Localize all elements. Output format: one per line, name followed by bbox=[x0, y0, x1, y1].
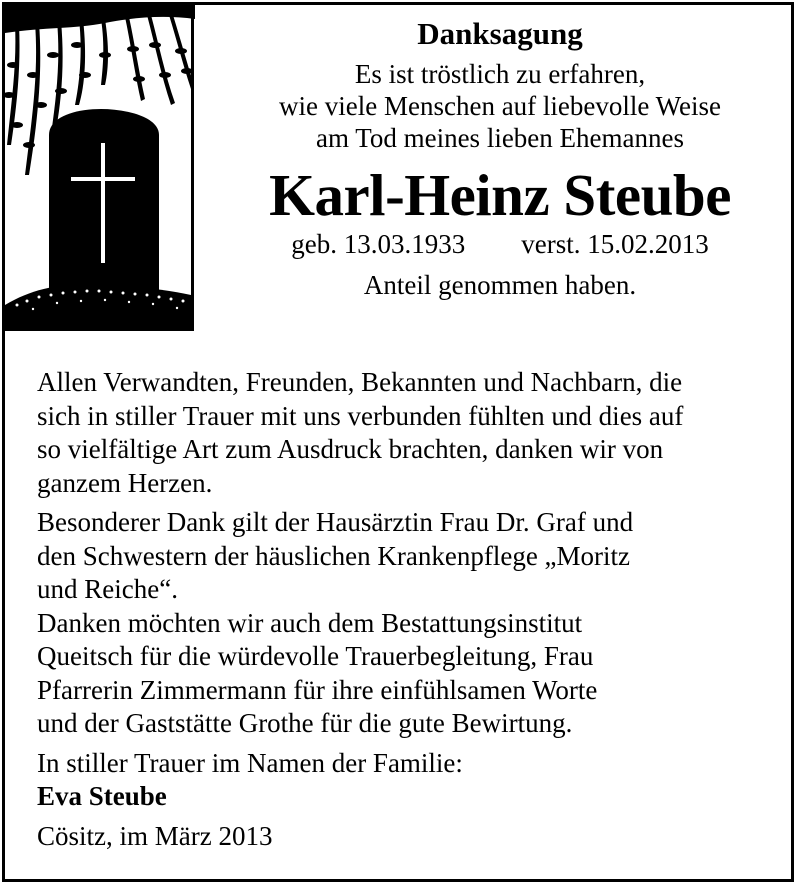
text-line: Besonderer Dank gilt der Hausärztin Frau Dr. Graf und bbox=[37, 507, 634, 537]
notice-title: Danksagung bbox=[417, 16, 583, 51]
special-thanks-paragraph bbox=[37, 506, 777, 741]
text-line: Allen Verwandten, Freunden, Bekannten und Nachbarn, die bbox=[37, 367, 683, 397]
signoff-text: In stiller Trauer im Namen der Familie: bbox=[37, 747, 463, 778]
obituary-body bbox=[37, 366, 777, 853]
text-line: Queitsch für die würdevolle Trauerbegleitung, Frau bbox=[37, 641, 594, 671]
life-dates bbox=[200, 228, 800, 260]
text-line: Pfarrerin Zimmermann für ihre einfühlsamen Worte bbox=[37, 674, 598, 705]
text-line: ganzem Herzen. bbox=[37, 467, 213, 498]
text-line: sich in stiller Trauer mit uns verbunden fühlten und dies auf bbox=[37, 400, 684, 431]
text-line: Danken möchten wir auch dem Bestattungsinstitut bbox=[37, 607, 583, 638]
intro-line: am Tod meines lieben Ehemannes bbox=[315, 123, 684, 153]
memorial-illustration bbox=[5, 5, 195, 331]
deceased-name: Karl-Heinz Steube bbox=[269, 162, 731, 228]
illustration-bottom-border bbox=[5, 328, 194, 331]
intro-line: wie viele Menschen auf liebevolle Weise bbox=[279, 91, 721, 121]
obituary-header bbox=[200, 14, 800, 301]
place-date: Cösitz, im März 2013 bbox=[37, 820, 273, 851]
text-line: und Reiche“. bbox=[37, 574, 178, 604]
text-line: den Schwestern der häuslichen Krankenpflege „Moritz bbox=[37, 540, 631, 571]
intro-closing: Anteil genommen haben. bbox=[363, 270, 637, 300]
intro-line: Es ist tröstlich zu erfahren, bbox=[354, 59, 646, 89]
text-line: und der Gaststätte Grothe für die gute Bewirtung. bbox=[37, 708, 573, 738]
death-date: verst. 15.02.2013 bbox=[521, 229, 709, 259]
thanks-paragraph bbox=[37, 366, 777, 500]
flower-bed-icon bbox=[5, 285, 191, 328]
signer-name: Eva Steube bbox=[37, 781, 167, 811]
intro-text bbox=[200, 58, 800, 154]
birth-date: geb. 13.03.1933 bbox=[291, 229, 466, 259]
illustration-border bbox=[191, 5, 194, 331]
text-line: so vielfältige Art zum Ausdruck brachten, danken wir von bbox=[37, 434, 664, 464]
